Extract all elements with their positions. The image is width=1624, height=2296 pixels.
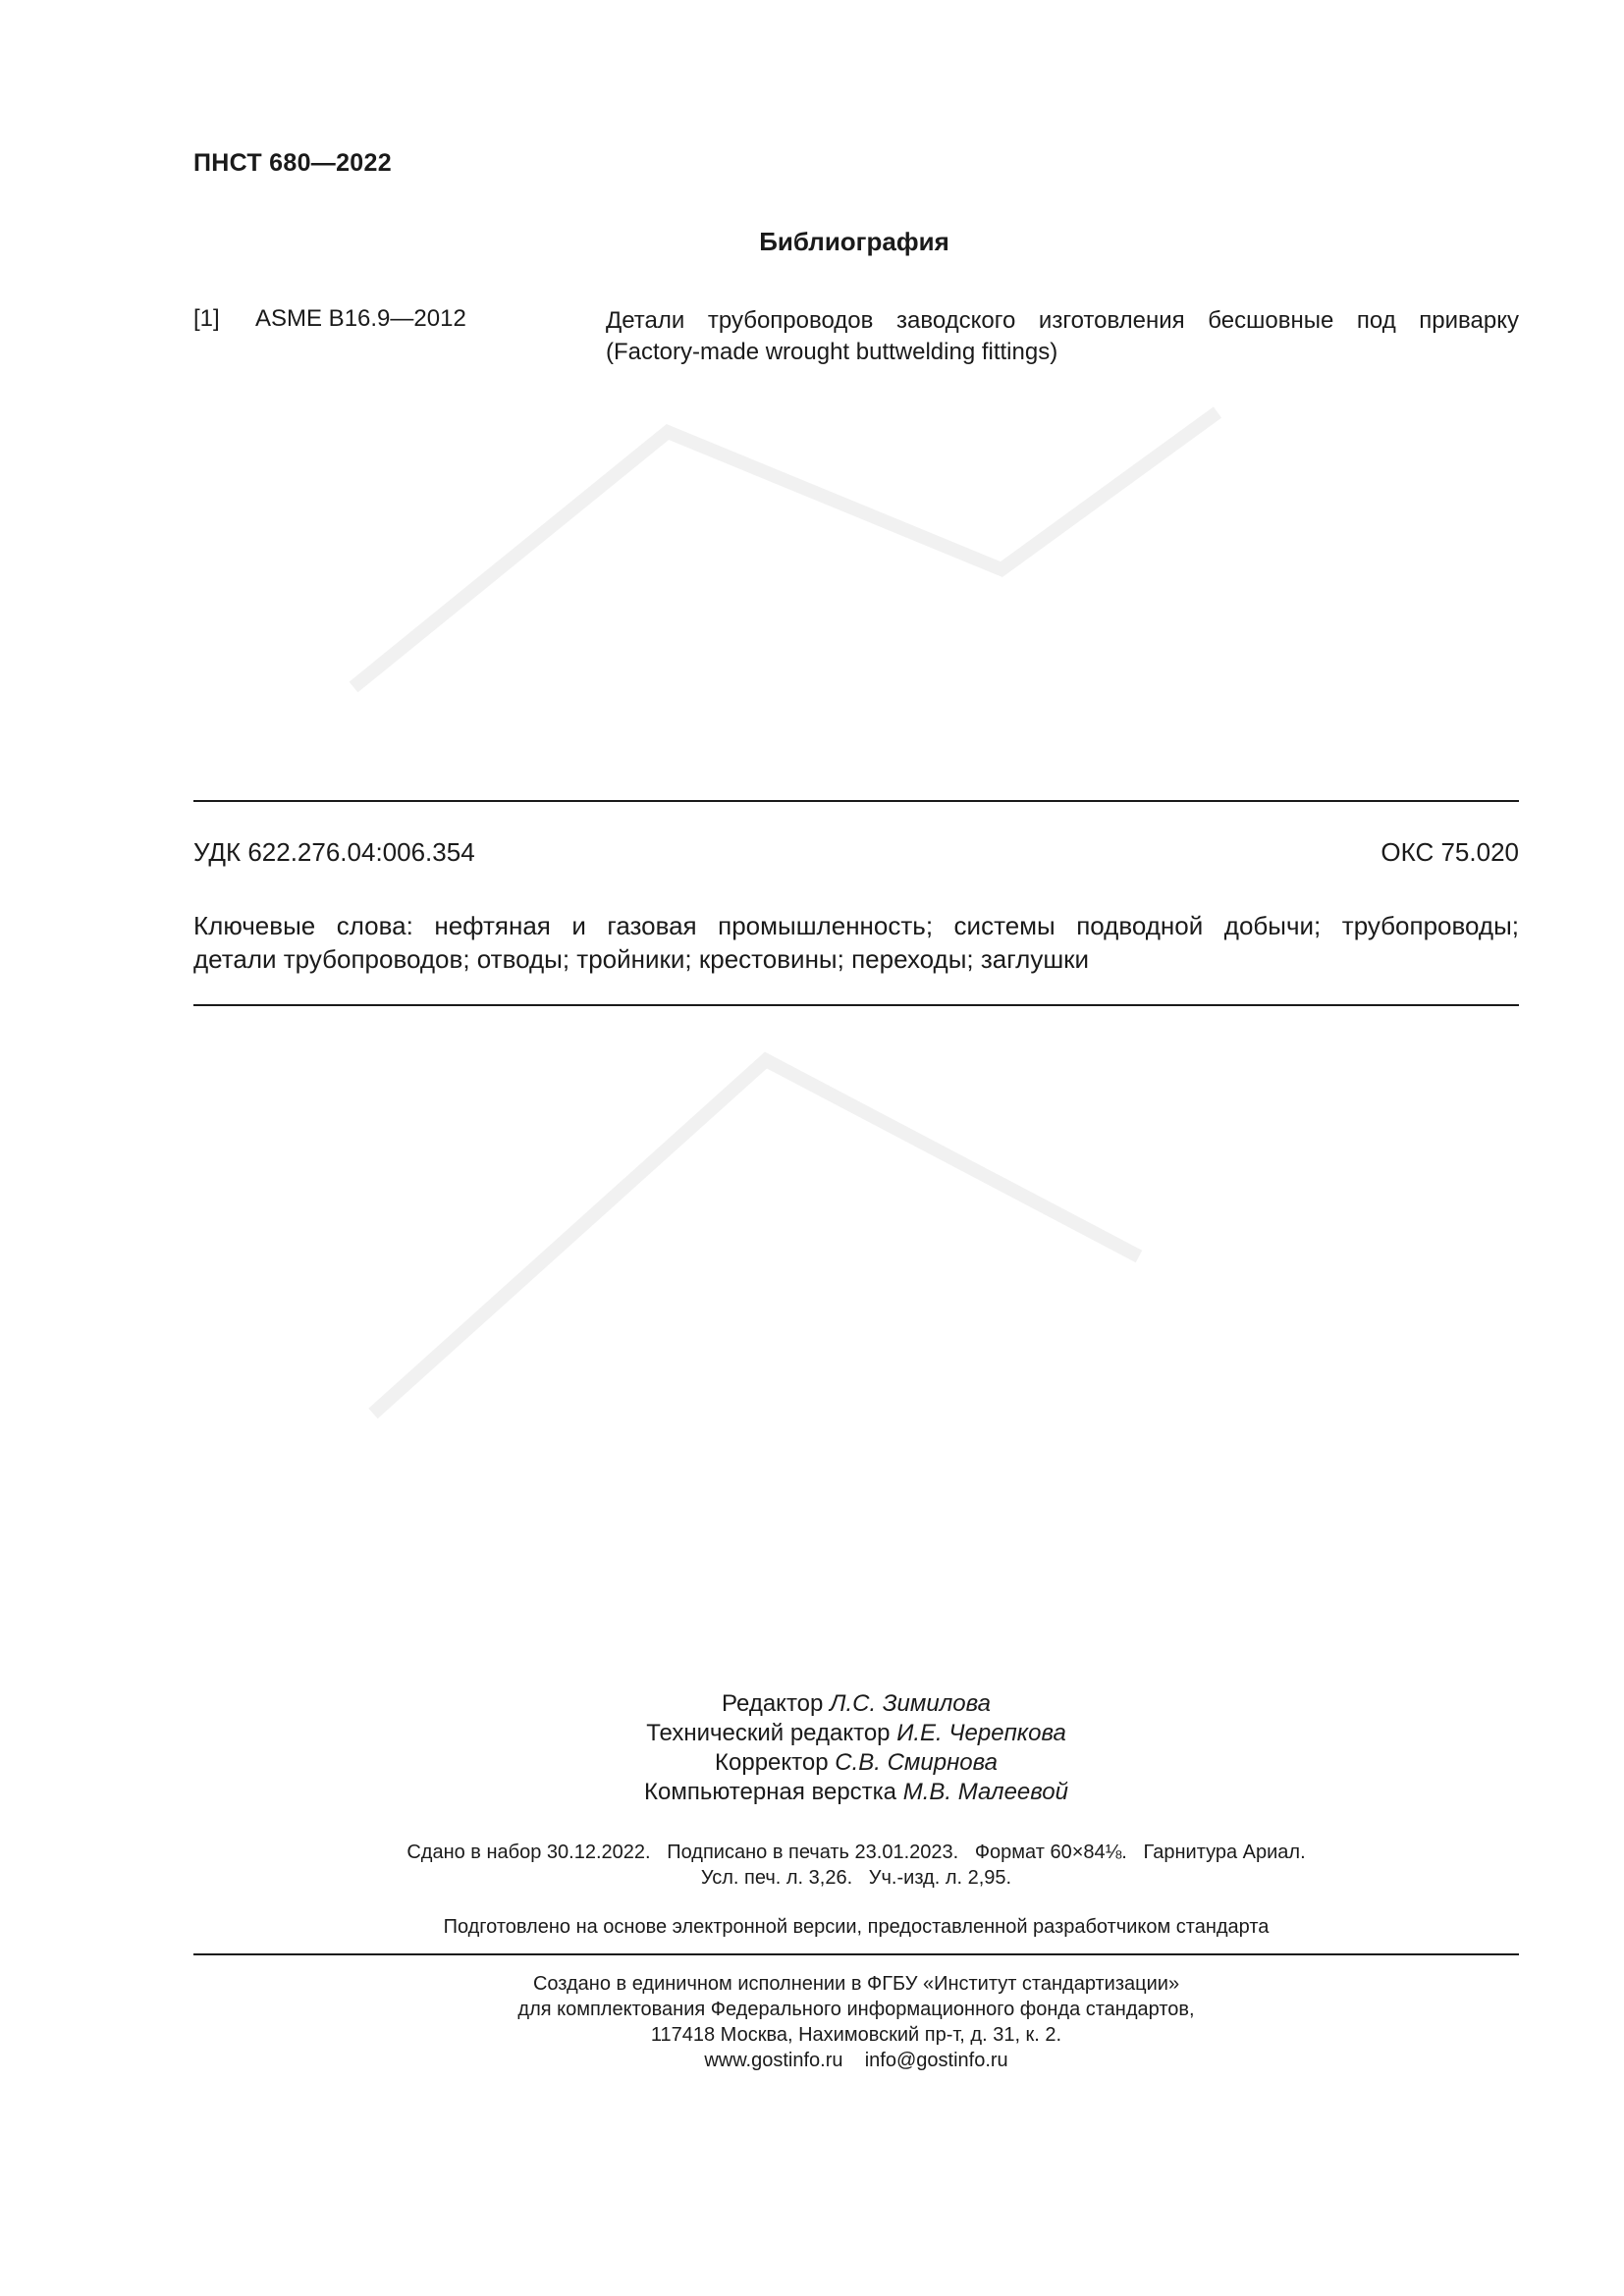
reference-number: [1] xyxy=(193,305,220,332)
udk-code: УДК 622.276.04:006.354 xyxy=(193,837,475,867)
publication-line: Усл. печ. л. 3,26. Уч.-изд. л. 2,95. xyxy=(700,1867,1012,1889)
divider-bottom xyxy=(193,1953,1519,1955)
bibliography-title: Библиография xyxy=(759,227,949,256)
divider-keywords xyxy=(193,1004,1519,1006)
credit-line xyxy=(193,1689,1519,1719)
keywords-line: детали трубопроводов; отводы; тройники; крестовины; переходы; заглушки xyxy=(193,944,1090,974)
credit-role: Компьютерная верстка xyxy=(644,1779,903,1805)
keywords xyxy=(193,909,1519,976)
reference-code: ASME B16.9—2012 xyxy=(255,305,466,332)
prepared-note: Подготовлено на основе электронной версии, предоставленной разработчиком стандарта xyxy=(443,1916,1270,1938)
divider-top xyxy=(193,800,1519,802)
credit-name: Л.С. Зимилова xyxy=(830,1690,991,1717)
credit-role: Технический редактор xyxy=(646,1720,897,1746)
website-email-line: www.gostinfo.ru info@gostinfo.ru xyxy=(704,2050,1008,2071)
reference-description-line: Детали трубопроводов заводского изготовления бесшовные под приварку xyxy=(606,307,1519,334)
credit-role: Редактор xyxy=(722,1690,831,1717)
reference-description xyxy=(606,305,1519,368)
credits-block xyxy=(193,1689,1519,1807)
created-line: Создано в единичном исполнении в ФГБУ «Институт стандартизации» xyxy=(532,1973,1180,1995)
oks-code: ОКС 75.020 xyxy=(1380,837,1519,867)
credit-name: И.Е. Черепкова xyxy=(896,1720,1066,1746)
keywords-line: Ключевые слова: нефтяная и газовая промышленность; системы подводной добычи; трубопроводы; xyxy=(193,911,1519,940)
credit-line xyxy=(193,1778,1519,1807)
created-line: 117418 Москва, Нахимовский пр-т, д. 31, к. 2. xyxy=(650,2024,1062,2046)
credit-line xyxy=(193,1719,1519,1748)
background-watermark xyxy=(255,373,1355,1845)
reference-description-line: (Factory-made wrought buttwelding fittings) xyxy=(606,339,1058,365)
created-line: для комплектования Федерального информационного фонда стандартов, xyxy=(517,1999,1195,2020)
created-block xyxy=(193,1971,1519,2073)
credit-name: М.В. Малеевой xyxy=(902,1779,1068,1805)
credit-role: Корректор xyxy=(715,1749,836,1776)
document-code: ПНСТ 680—2022 xyxy=(193,149,392,177)
publication-info xyxy=(193,1840,1519,1891)
credit-name: С.В. Смирнова xyxy=(835,1749,998,1776)
credit-line xyxy=(193,1748,1519,1778)
publication-line: Сдано в набор 30.12.2022. Подписано в печать 23.01.2023. Формат 60×84⅛. Гарнитура Ариал. xyxy=(406,1842,1306,1863)
